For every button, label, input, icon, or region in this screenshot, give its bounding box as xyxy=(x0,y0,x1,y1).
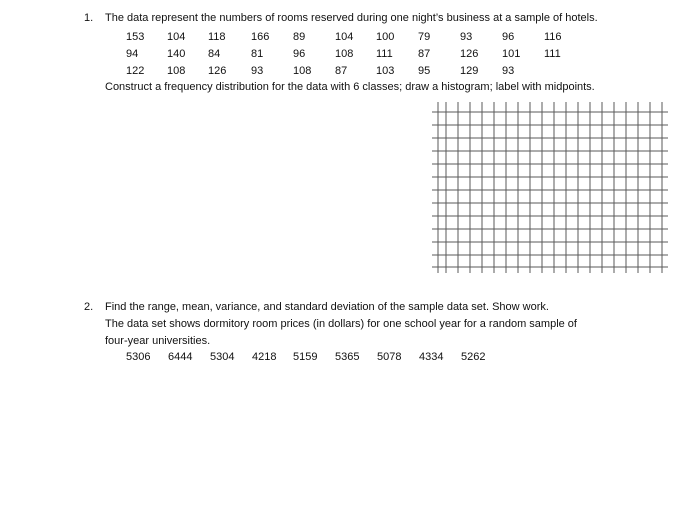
data-value: 126 xyxy=(460,48,479,60)
data-value: 140 xyxy=(167,48,186,60)
data-value: 101 xyxy=(502,48,521,60)
data-value: 93 xyxy=(502,65,515,77)
data-value: 89 xyxy=(293,31,306,43)
price-value: 4218 xyxy=(252,351,277,363)
data-value: 126 xyxy=(208,65,227,77)
data-value: 108 xyxy=(293,65,312,77)
data-value: 100 xyxy=(376,31,395,43)
data-value: 108 xyxy=(335,48,354,60)
data-value: 81 xyxy=(251,48,264,60)
price-value: 4334 xyxy=(419,351,444,363)
data-value: 93 xyxy=(460,31,473,43)
problem-2-number: 2. xyxy=(84,301,94,313)
data-value: 108 xyxy=(167,65,186,77)
price-value: 5304 xyxy=(210,351,235,363)
price-value: 5159 xyxy=(293,351,318,363)
data-value: 104 xyxy=(167,31,186,43)
data-value: 153 xyxy=(126,31,145,43)
price-value: 5365 xyxy=(335,351,360,363)
data-value: 96 xyxy=(502,31,515,43)
data-value: 122 xyxy=(126,65,145,77)
data-value: 94 xyxy=(126,48,139,60)
problem-1-prompt: The data represent the numbers of rooms reserved during one night’s business at a sample of hotels. xyxy=(105,12,598,24)
data-value: 111 xyxy=(376,48,393,60)
problem-2-prompt: Find the range, mean, variance, and standard deviation of the sample data set. Show work. xyxy=(105,301,549,313)
problem-2-description-line-2: four-year universities. xyxy=(105,335,211,347)
data-value: 129 xyxy=(460,65,479,77)
data-value: 87 xyxy=(335,65,348,77)
data-value: 96 xyxy=(293,48,306,60)
price-value: 5262 xyxy=(461,351,486,363)
data-value: 87 xyxy=(418,48,431,60)
price-value: 6444 xyxy=(168,351,193,363)
data-value: 118 xyxy=(208,31,226,43)
data-value: 95 xyxy=(418,65,431,77)
data-value: 166 xyxy=(251,31,270,43)
problem-1-instruction: Construct a frequency distribution for the data with 6 classes; draw a histogram; label with midpoints. xyxy=(105,81,595,93)
data-value: 116 xyxy=(544,31,562,43)
problem-2-description-line-1: The data set shows dormitory room prices (in dollars) for one school year for a random sample of xyxy=(105,318,577,330)
data-value: 79 xyxy=(418,31,431,43)
data-value: 84 xyxy=(208,48,221,60)
price-value: 5306 xyxy=(126,351,151,363)
data-value: 93 xyxy=(251,65,264,77)
price-value: 5078 xyxy=(377,351,402,363)
data-value: 104 xyxy=(335,31,354,43)
problem-1-number: 1. xyxy=(84,12,94,24)
data-value: 111 xyxy=(544,48,561,60)
data-value: 103 xyxy=(376,65,395,77)
